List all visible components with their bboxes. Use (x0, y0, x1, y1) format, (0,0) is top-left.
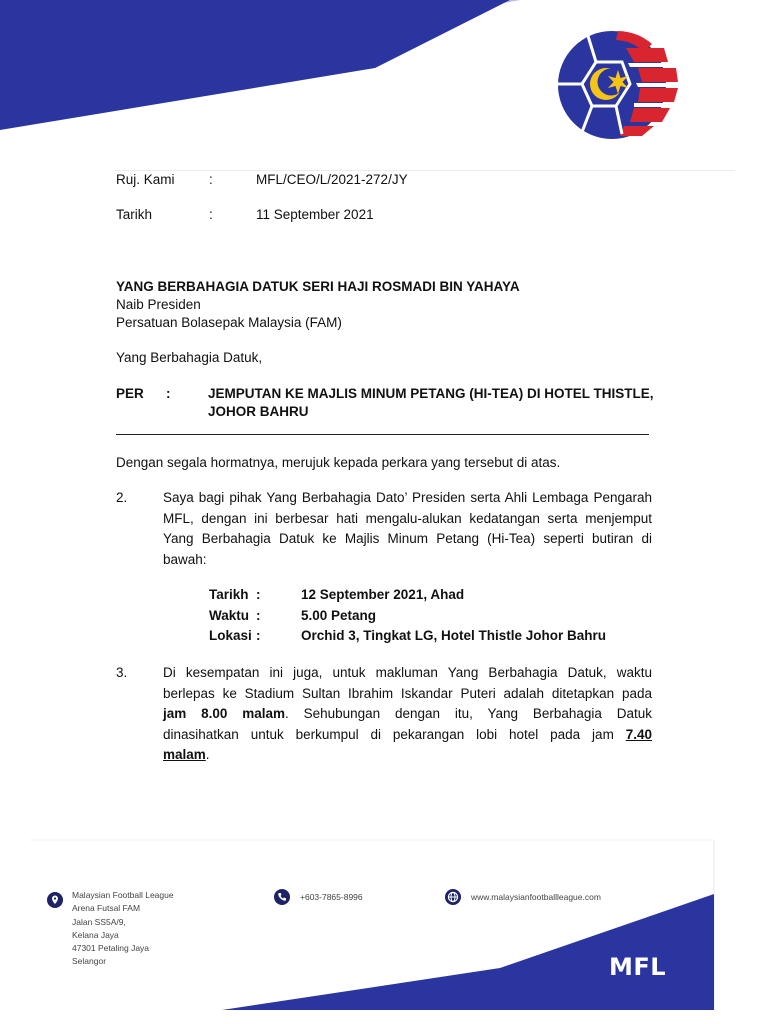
ruj-value: MFL/CEO/L/2021-272/JY (256, 172, 408, 187)
para2-line: Saya bagi pihak Yang Berbahagia Dato’ Presiden serta Ahli Lembaga Pengarah (163, 490, 652, 505)
subject-underline (116, 434, 649, 435)
subject-label: PER (116, 386, 144, 401)
opening-sentence: Dengan segala hormatnya, merujuk kepada perkara yang tersebut di atas. (116, 455, 561, 470)
para3-body (163, 663, 652, 766)
gathering-time-number: 7.40 (625, 726, 652, 742)
para3-line: berlepas ke Stadium Sultan Ibrahim Iskandar Puteri adalah ditetapkan pada (163, 685, 652, 701)
para3-line5-rest: . (205, 747, 210, 762)
para2-line: Yang Berbahagia Datuk ke Majlis Minum Petang (Hi-Tea) seperti butiran di (163, 531, 652, 546)
subject-colon: : (166, 386, 171, 401)
recipient-name: YANG BERBAHAGIA DATUK SERI HAJI ROSMADI BIN YAHAYA (116, 279, 520, 294)
para3-line3-rest: . Sehubungan dengan itu, Yang Berbahagia Datuk (284, 706, 652, 721)
departure-time: jam 8.00 malam (163, 706, 285, 721)
detail-date-label: Tarikh (209, 587, 249, 602)
mfl-wordmark: MFL (609, 953, 667, 981)
para3-line (163, 725, 652, 746)
detail-colon: : (256, 628, 261, 643)
para3-line4-text: dinasihatkan untuk berkumpul di pekarangan lobi hotel pada jam (163, 726, 614, 742)
address-line: Arena Futsal FAM (72, 903, 141, 914)
footer-phone: +603-7865-8996 (300, 892, 363, 902)
address-line: 47301 Petaling Jaya (72, 943, 150, 954)
tarikh-value: 11 September 2021 (256, 207, 374, 222)
address-line: Malaysian Football League (72, 890, 174, 900)
subject-line-2: JOHOR BAHRU (208, 404, 309, 419)
subject-line-1: JEMPUTAN KE MAJLIS MINUM PETANG (HI-TEA) DI HOTEL THISTLE, (208, 386, 654, 401)
para2-line: MFL, dengan ini berbesar hati mengalu-alukan kedatangan serta menjemput (163, 510, 652, 526)
detail-colon: : (256, 587, 261, 602)
detail-colon: : (256, 607, 261, 623)
footer-address (72, 889, 174, 969)
phone-icon (274, 889, 290, 905)
detail-time-label: Waktu (209, 607, 249, 623)
ruj-colon: : (209, 172, 213, 187)
recipient-position: Naib Presiden (116, 297, 201, 312)
gathering-time-period: malam (163, 747, 206, 762)
header-rule (115, 170, 735, 171)
para3-line (163, 745, 652, 766)
footer-wave (222, 894, 714, 1010)
detail-location-value: Orchid 3, Tingkat LG, Hotel Thistle Johor Bahru (301, 628, 607, 643)
ruj-label: Ruj. Kami (116, 172, 175, 187)
detail-time-value: 5.00 Petang (301, 607, 377, 623)
detail-location-label: Lokasi (209, 628, 252, 643)
address-line: Jalan SS5A/9, (72, 916, 126, 927)
footer-website: www.malaysianfootballleague.com (471, 892, 601, 902)
address-line: Kelana Jaya (72, 929, 119, 940)
para3-number: 3. (116, 665, 128, 680)
address-line: Selangor (72, 956, 107, 967)
recipient-organisation: Persatuan Bolasepak Malaysia (FAM) (116, 315, 342, 330)
para2-number: 2. (116, 490, 128, 505)
para3-line (163, 704, 652, 725)
globe-icon (445, 889, 461, 905)
para3-line: Di kesempatan ini juga, untuk makluman Yang Berbahagia Datuk, waktu (163, 665, 652, 680)
salutation: Yang Berbahagia Datuk, (116, 350, 263, 365)
para2-line: bawah: (163, 551, 207, 567)
location-pin-icon (47, 892, 63, 908)
mfl-ball-logo (556, 26, 680, 144)
header-wave (0, 0, 510, 130)
tarikh-colon: : (209, 207, 213, 222)
detail-date-value: 12 September 2021, Ahad (301, 587, 465, 602)
tarikh-label: Tarikh (116, 207, 153, 222)
para2-body (163, 488, 652, 570)
